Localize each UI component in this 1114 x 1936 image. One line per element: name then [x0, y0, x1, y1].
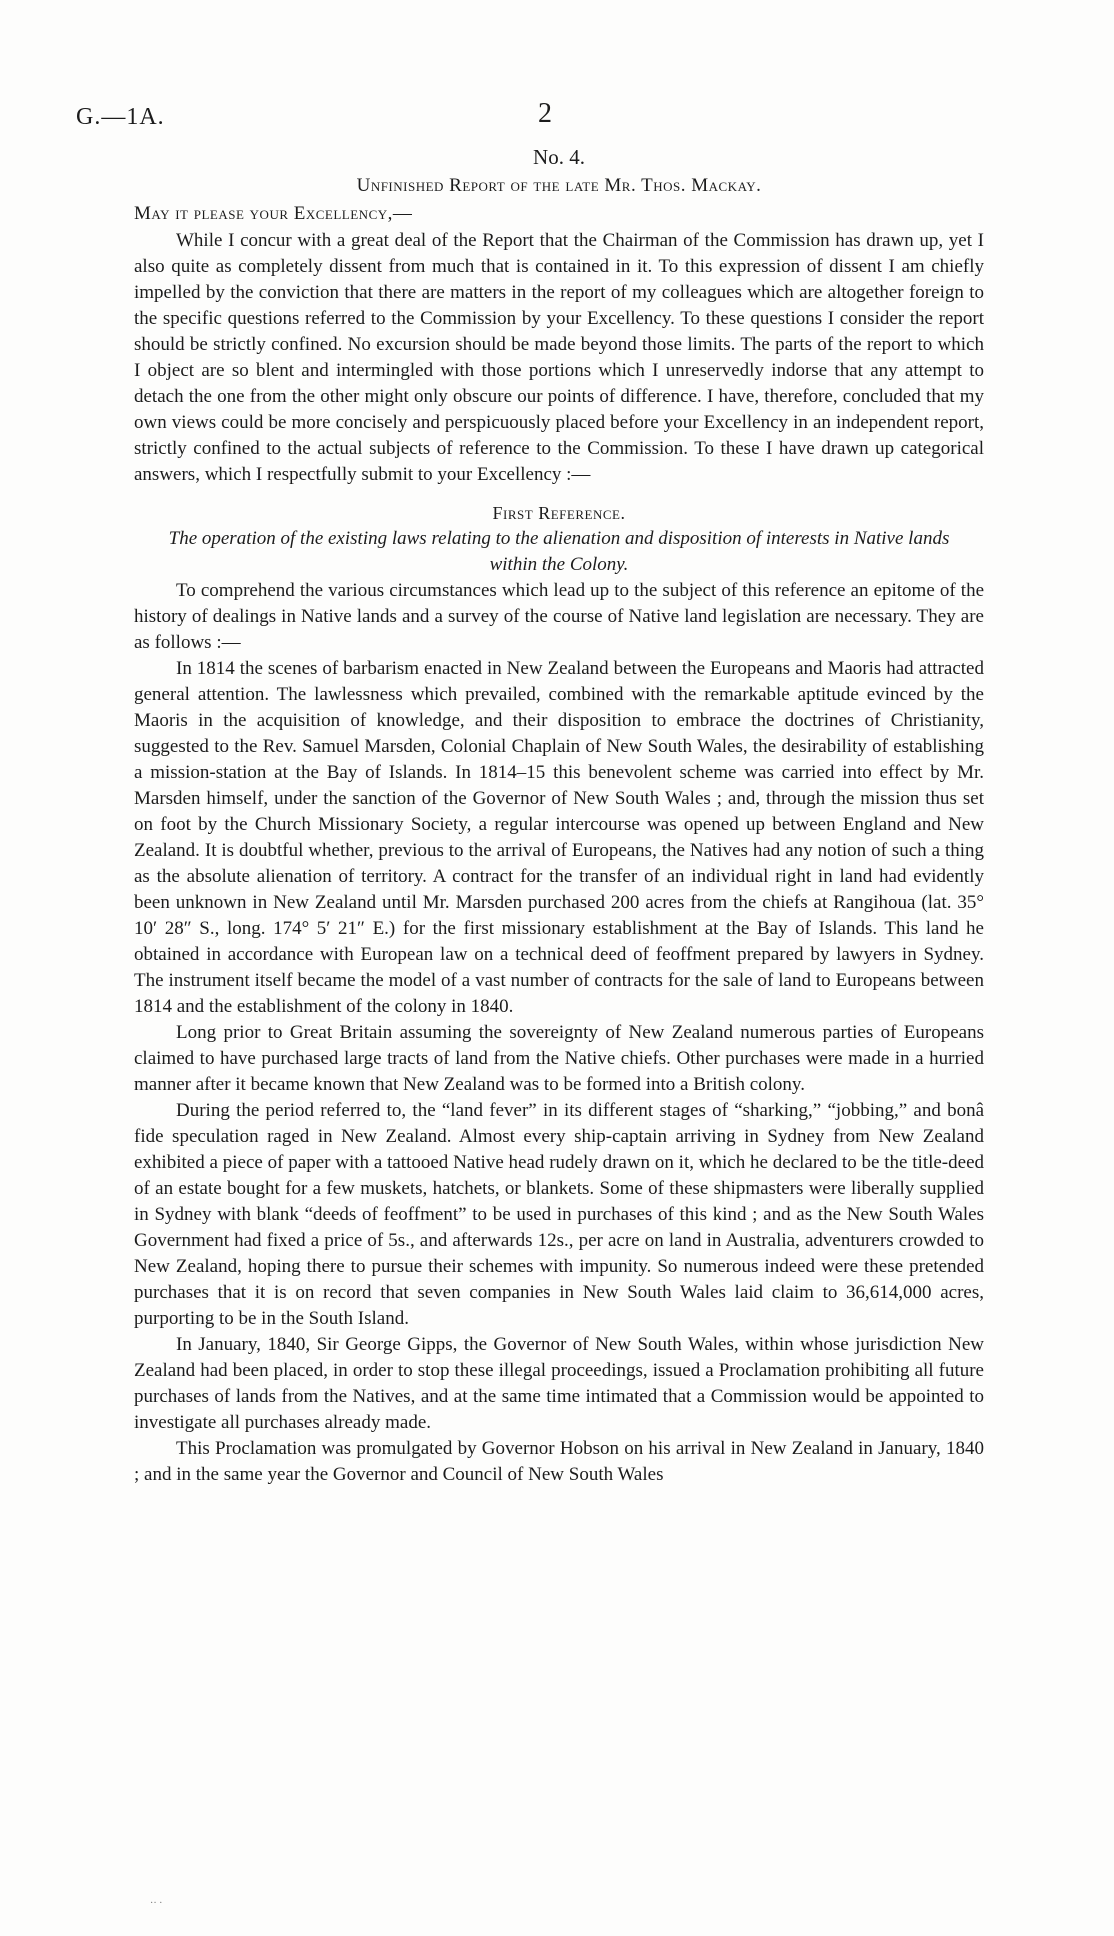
section-heading: First Reference.	[492, 503, 626, 523]
page-number: 2	[538, 98, 552, 129]
paragraph: Long prior to Great Britain assuming the sovereignty of New Zealand numerous parties of Europeans claimed to have purchased large tracts of land from the Native chiefs. Other purchases were made in a hurried manner after it became known that New Zealand was to be formed into a British colony.	[134, 1022, 984, 1095]
paragraph: To comprehend the various circumstances which lead up to the subject of this reference an epitome of the history of dealings in Native lands and a survey of the course of Native land legislation are necessary. They are as follows :—	[134, 580, 984, 653]
document-number: No. 4.	[533, 145, 585, 169]
document-body	[134, 142, 984, 1488]
document-title: Unfinished Report of the late Mr. Thos. Mackay.	[356, 175, 762, 196]
paragraph: In January, 1840, Sir George Gipps, the Governor of New South Wales, within whose jurisdiction New Zealand had been placed, in order to stop these illegal proceedings, issued a Proclamation prohibiting all future purchases of lands from the Natives, and at the same time intimated that a Commission would be appointed to investigate all purchases already made.	[134, 1334, 984, 1433]
paragraph: During the period referred to, the “land fever” in its different stages of “sharking,” “jobbing,” and bonâ fide speculation raged in New Zealand. Almost every ship-captain arriving in Sydney from New Zealand exhibited a piece of paper with a tattooed Native head rudely drawn on it, which he declared to be the title-deed of an estate bought for a few muskets, hatchets, or blankets. Some of these shipmasters were liberally supplied in Sydney with blank “deeds of feoffment” to be used in purchases of this kind ; and as the New South Wales Government had fixed a price of 5s., and afterwards 12s., per acre on land in Australia, adventurers crowded to New Zealand, hoping there to pursue their schemes with impunity. So numerous indeed were these pretended purchases that it is on record that seven companies in New South Wales laid claim to 36,614,000 acres, purporting to be in the South Island.	[134, 1100, 984, 1329]
page-header-code: G.—1A.	[76, 104, 165, 130]
intro-paragraph: While I concur with a great deal of the Report that the Chairman of the Commission has drawn up, yet I also quite as completely dissent from much that is contained in it. To this expression of dissent I am chiefly impelled by the conviction that there are matters in the report of my colleagues which are altogether foreign to the specific questions referred to the Commission by your Excellency. To these questions I consider the report should be strictly confined. No excursion should be made beyond those limits. The parts of the report to which I object are so blent and intermingled with those portions which I unreservedly indorse that any attempt to detach the one from the other might only obscure our points of difference. I have, therefore, concluded that my own views could be more concisely and perspicuously placed before your Excellency in an independent report, strictly confined to the actual subjects of reference to the Commission. To these I have drawn up categorical answers, which I respectfully submit to your Excellency :—	[134, 230, 984, 485]
paragraph: This Proclamation was promulgated by Governor Hobson on his arrival in New Zealand in January, 1840 ; and in the same year the Governor and Council of New South Wales	[134, 1438, 984, 1485]
salutation: May it please your Excellency,—	[134, 203, 413, 224]
section-question: The operation of the existing laws relating to the alienation and disposition of interests in Native lands within the Colony.	[168, 528, 950, 575]
scan-artifact-mark: ·· ·	[150, 1898, 163, 1909]
paragraph: In 1814 the scenes of barbarism enacted in New Zealand between the Europeans and Maoris had attracted general attention. The lawlessness which prevailed, combined with the remarkable aptitude evinced by the Maoris in the acquisition of knowledge, and their disposition to embrace the doctrines of Christianity, suggested to the Rev. Samuel Marsden, Colonial Chaplain of New South Wales, the desirability of establishing a mission-station at the Bay of Islands. In 1814–15 this benevolent scheme was carried into effect by Mr. Marsden himself, under the sanction of the Governor of New South Wales ; and, through the mission thus set on foot by the Church Missionary Society, a regular intercourse was opened up between England and New Zealand. It is doubtful whether, previous to the arrival of Europeans, the Natives had any notion of such a thing as the absolute alienation of territory. A contract for the transfer of an individual right in land had evidently been unknown in New Zealand until Mr. Marsden purchased 200 acres from the chiefs at Rangihoua (lat. 35° 10′ 28″ S., long. 174° 5′ 21″ E.) for the first missionary establishment at the Bay of Islands. This land he obtained in accordance with European law on a technical deed of feoffment prepared by lawyers in Sydney. The instrument itself became the model of a vast number of contracts for the sale of land to Europeans between 1814 and the establishment of the colony in 1840.	[134, 658, 984, 1017]
